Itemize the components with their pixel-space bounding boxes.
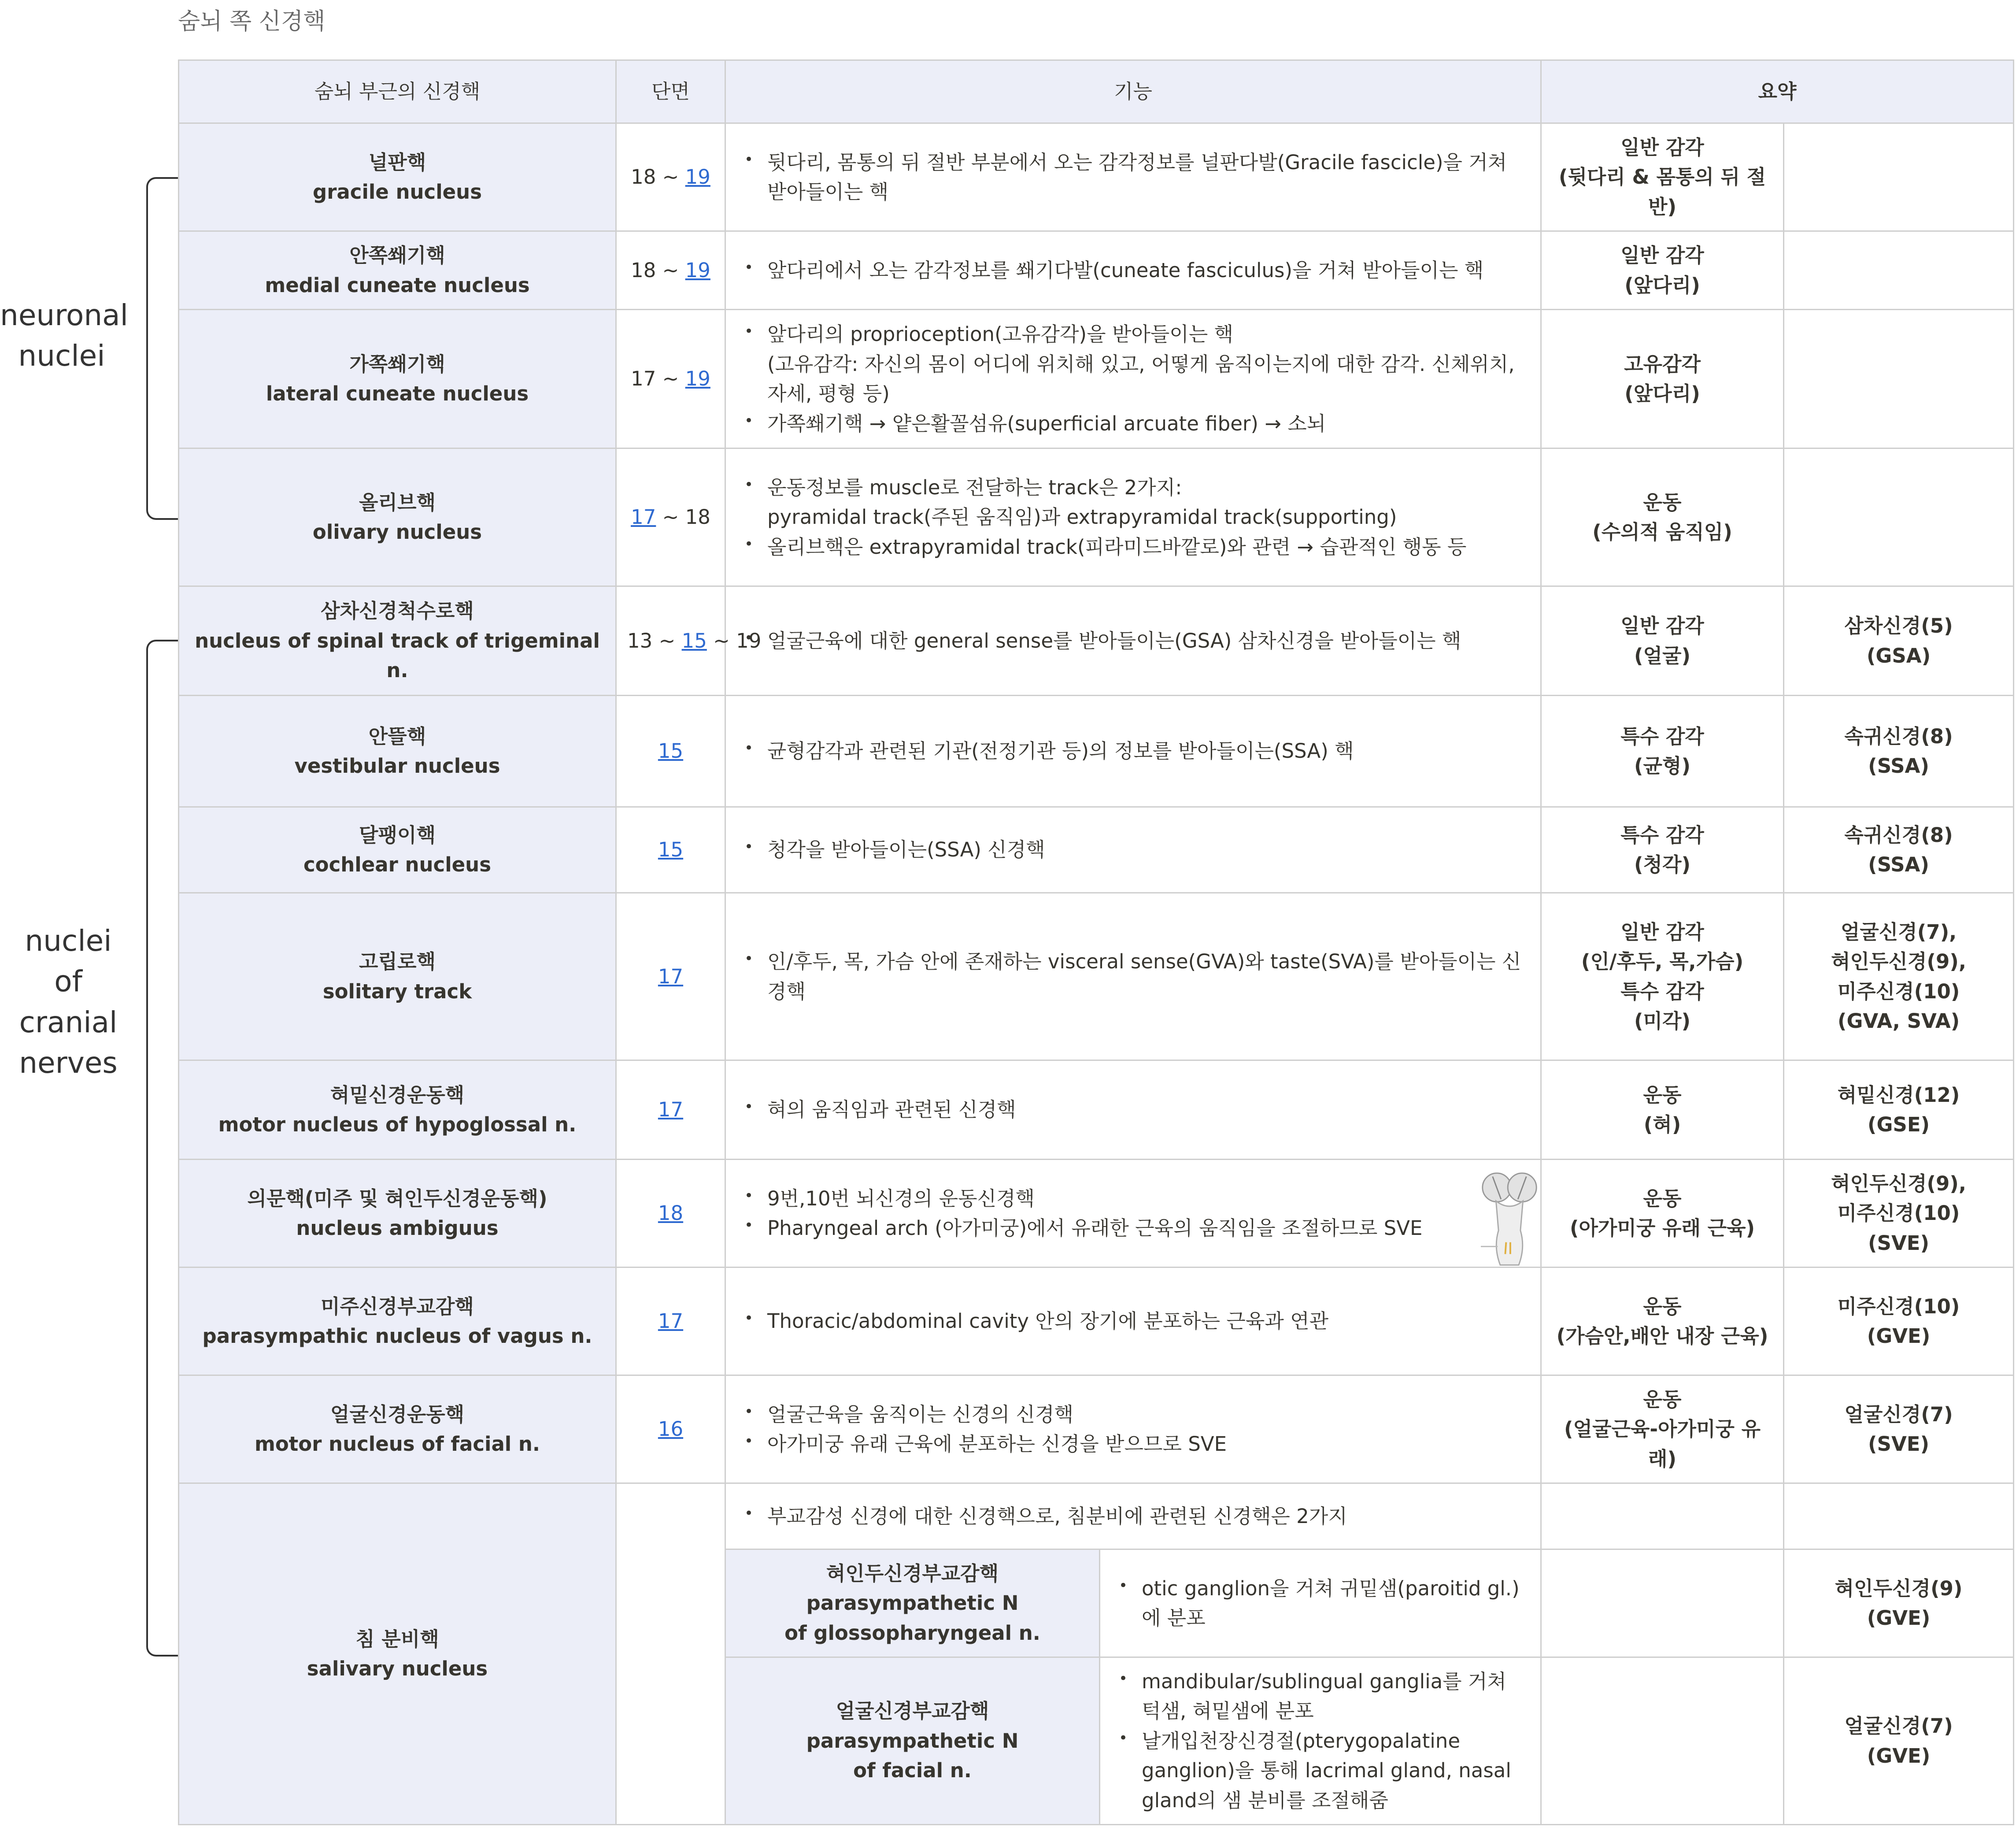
table-row (179, 1268, 2014, 1375)
sub-function-cell (1100, 1657, 1541, 1825)
table-row (179, 807, 2014, 893)
nucleus-en: vestibular nucleus (294, 754, 500, 778)
function-item: • mandibular/sublingual ganglia를 거쳐 턱샘, 혀밑샘에 분포 (1142, 1667, 1530, 1726)
nucleus-name-cell (179, 586, 616, 696)
function-item: • Thoracic/abdominal cavity 안의 장기에 분포하는 근육과 연관 (767, 1306, 1530, 1336)
section-cell (616, 448, 725, 586)
summary-type-cell: 특수 감각 (청각) (1541, 807, 1784, 893)
nucleus-ko: 얼굴신경운동핵 (330, 1402, 465, 1426)
nuclei-table (178, 59, 2014, 1825)
nucleus-en: olivary nucleus (312, 520, 482, 544)
summary-nerve-cell: 혀밑신경(12) (GSE) (1784, 1060, 2014, 1160)
section-link[interactable]: 19 (685, 367, 710, 391)
summary-type-cell (1541, 1657, 1784, 1825)
section-link[interactable]: 17 (658, 1309, 684, 1333)
section-range-start: 18 ~ (631, 258, 685, 282)
function-cell (725, 1060, 1541, 1160)
nucleus-ko: 혀밑신경운동핵 (330, 1083, 465, 1107)
nucleus-en: lateral cuneate nucleus (266, 382, 529, 405)
function-item: • 앞다리에서 오는 감각정보를 쐐기다발(cuneate fasciculus)을 거쳐 받아들이는 핵 (767, 256, 1530, 285)
table-row (179, 231, 2014, 310)
sub-function-cell (1100, 1549, 1541, 1657)
nucleus-en: medial cuneate nucleus (265, 273, 530, 297)
summary-type-cell: 운동 (수의적 움직임) (1541, 448, 1784, 586)
section-range-end: ~ 18 (656, 505, 710, 529)
table-row (179, 1060, 2014, 1160)
section-link[interactable]: 15 (658, 838, 684, 862)
nucleus-ko: 널판핵 (368, 150, 426, 174)
header-summary: 요약 (1541, 60, 2014, 123)
section-range-start: 17 ~ (631, 367, 685, 391)
neuronal-nuclei-label: neuronal nuclei (0, 298, 128, 373)
nucleus-name-cell (179, 807, 616, 893)
function-cell (725, 1375, 1541, 1483)
function-cell (725, 231, 1541, 310)
summary-nerve-cell (1784, 448, 2014, 586)
page-title: 숨뇌 쪽 신경핵 (178, 8, 326, 35)
nucleus-name-cell (179, 1483, 616, 1825)
section-cell (616, 123, 725, 231)
summary-nerve-cell: 혀인두신경(9), 미주신경(10) (SVE) (1784, 1160, 2014, 1268)
table-row (179, 893, 2014, 1060)
nucleus-name-cell (179, 448, 616, 586)
nucleus-ko: 안쪽쐐기핵 (349, 244, 445, 267)
section-range-end: ~ 19 (707, 629, 762, 652)
nucleus-en: cochlear nucleus (303, 853, 491, 876)
sub-nucleus-name: 혀인두신경부교감핵 parasympathetic N of glossopharyngeal n. (725, 1549, 1100, 1657)
section-cell (616, 1483, 725, 1825)
nucleus-name-cell (179, 893, 616, 1060)
section-range-start: 18 ~ (631, 165, 685, 189)
nucleus-name-cell (179, 1160, 616, 1268)
summary-nerve-cell: 속귀신경(8) (SSA) (1784, 696, 2014, 807)
section-cell (616, 1375, 725, 1483)
function-item: • 청각을 받아들이는(SSA) 신경핵 (767, 835, 1530, 865)
section-cell (616, 807, 725, 893)
summary-type-cell (1541, 1549, 1784, 1657)
function-item: • 얼굴근육을 움직이는 신경의 신경핵 (767, 1400, 1530, 1430)
nucleus-name-cell (179, 1375, 616, 1483)
table-row (179, 310, 2014, 448)
summary-type-cell: 일반 감각 (뒷다리 & 몸통의 뒤 절반) (1541, 123, 1784, 231)
section-link[interactable]: 17 (658, 964, 684, 988)
summary-nerve-cell: 혀인두신경(9) (GVE) (1784, 1549, 2014, 1657)
section-link[interactable]: 15 (658, 739, 684, 763)
summary-nerve-cell (1784, 1483, 2014, 1549)
function-cell (725, 123, 1541, 231)
summary-nerve-cell (1784, 231, 2014, 310)
nucleus-ko: 미주신경부교감핵 (321, 1294, 474, 1318)
function-cell (725, 893, 1541, 1060)
nucleus-en: gracile nucleus (313, 180, 482, 204)
function-cell (725, 1160, 1541, 1268)
summary-type-cell: 운동 (가슴안,배안 내장 근육) (1541, 1268, 1784, 1375)
function-item: • 부교감성 신경에 대한 신경핵으로, 침분비에 관련된 신경핵은 2가지 (767, 1501, 1530, 1531)
nucleus-en: salivary nucleus (307, 1657, 488, 1680)
section-cell (616, 1268, 725, 1375)
nucleus-name-cell (179, 1268, 616, 1375)
function-cell (725, 696, 1541, 807)
nucleus-ko: 삼차신경척수로핵 (321, 599, 474, 623)
nucleus-name-cell (179, 231, 616, 310)
summary-type-cell: 일반 감각 (앞다리) (1541, 231, 1784, 310)
nucleus-name-cell (179, 123, 616, 231)
nucleus-ko: 가쪽쐐기핵 (349, 352, 445, 376)
nucleus-ko: 고립로핵 (359, 950, 436, 973)
section-link[interactable]: 18 (658, 1201, 684, 1225)
header-nucleus: 숨뇌 부근의 신경핵 (179, 60, 616, 123)
nucleus-ko: 안뜰핵 (368, 724, 426, 748)
summary-nerve-cell (1784, 310, 2014, 448)
section-cell (616, 586, 762, 696)
table-row (179, 1160, 2014, 1268)
function-item: • 아가미궁 유래 근육에 분포하는 신경을 받으므로 SVE (767, 1429, 1530, 1459)
function-item: • 앞다리의 proprioception(고유감각)을 받아들이는 핵 (고유감각: 자신의 몸이 어디에 위치해 있고, 어떻게 움직이는지에 대한 감각. 신체위치, 자세, 평형 등) (767, 319, 1530, 409)
section-cell (616, 893, 725, 1060)
function-item: • 뒷다리, 몸통의 뒤 절반 부분에서 오는 감각정보를 널판다발(Gracile fascicle)을 거쳐 받아들이는 핵 (767, 148, 1530, 207)
summary-nerve-cell (1784, 123, 2014, 231)
nucleus-en: motor nucleus of hypoglossal n. (218, 1113, 577, 1136)
function-cell (725, 586, 1541, 696)
table-row (179, 123, 2014, 231)
summary-type-cell: 운동 (혀) (1541, 1060, 1784, 1160)
neuronal-nuclei-bracket (146, 177, 178, 520)
table-row (179, 586, 2014, 696)
sub-nucleus-name: 얼굴신경부교감핵 parasympathetic N of facial n. (725, 1657, 1100, 1825)
function-item: • otic ganglion을 거쳐 귀밑샘(paroitid gl.)에 분포 (1142, 1574, 1530, 1633)
function-item: • 인/후두, 목, 가슴 안에 존재하는 visceral sense(GVA)와 taste(SVA)를 받아들이는 신경핵 (767, 947, 1530, 1006)
section-range-start: 13 ~ (627, 629, 682, 652)
header-row (179, 60, 2014, 123)
header-function: 기능 (725, 60, 1541, 123)
function-cell (725, 1268, 1541, 1375)
summary-type-cell: 일반 감각 (얼굴) (1541, 586, 1784, 696)
summary-nerve-cell: 삼차신경(5) (GSA) (1784, 586, 2014, 696)
summary-type-cell: 고유감각 (앞다리) (1541, 310, 1784, 448)
function-item: • 운동정보를 muscle로 전달하는 track은 2가지: pyramidal track(주된 움직임)과 extrapyramidal track(supporting) (767, 473, 1530, 532)
section-link[interactable]: 19 (685, 258, 710, 282)
nucleus-name-cell (179, 1060, 616, 1160)
function-cell (725, 310, 1541, 448)
nucleus-name-cell (179, 310, 616, 448)
header-section: 단면 (616, 60, 725, 123)
brainstem-diagram-icon (1479, 1171, 1540, 1268)
function-cell (725, 807, 1541, 893)
summary-type-cell: 운동 (얼굴근육-아가미궁 유래) (1541, 1375, 1784, 1483)
summary-nerve-cell: 미주신경(10) (GVE) (1784, 1268, 2014, 1375)
section-cell (616, 310, 725, 448)
nucleus-name-cell (179, 696, 616, 807)
function-item: • 올리브핵은 extrapyramidal track(피라미드바깥로)와 관련 → 습관적인 행동 등 (767, 532, 1530, 562)
function-cell (725, 448, 1541, 586)
nucleus-en: nucleus ambiguus (296, 1216, 499, 1240)
table-row (179, 448, 2014, 586)
section-cell (616, 1060, 725, 1160)
cranial-nuclei-bracket (146, 640, 178, 1657)
salivary-intro-row (179, 1483, 2014, 1549)
nucleus-ko: 올리브핵 (359, 490, 436, 514)
function-item: • 가쪽쐐기핵 → 얕은활꼴섬유(superficial arcuate fiber) → 소뇌 (767, 409, 1530, 439)
nucleus-en: solitary track (322, 979, 472, 1003)
nucleus-en: motor nucleus of facial n. (254, 1432, 540, 1456)
function-item: • 날개입천장신경절(pterygopalatine ganglion)을 통해 lacrimal gland, nasal gland의 샘 분비를 조절해줌 (1142, 1726, 1530, 1816)
table-row (179, 1375, 2014, 1483)
function-item: • Pharyngeal arch (아가미궁)에서 유래한 근육의 움직임을 조절하므로 SVE (767, 1213, 1530, 1243)
nucleus-en: nucleus of spinal track of trigeminal n. (195, 629, 600, 682)
summary-nerve-cell: 얼굴신경(7) (GVE) (1784, 1657, 2014, 1825)
section-cell (616, 231, 725, 310)
section-cell (616, 696, 725, 807)
section-link[interactable]: 16 (658, 1417, 684, 1441)
function-item: • 얼굴근육에 대한 general sense를 받아들이는(GSA) 삼차신경을 받아들이는 핵 (767, 626, 1530, 656)
section-link[interactable]: 17 (631, 505, 656, 529)
summary-nerve-cell: 속귀신경(8) (SSA) (1784, 807, 2014, 893)
summary-nerve-cell: 얼굴신경(7), 혀인두신경(9), 미주신경(10) (GVA, SVA) (1784, 893, 2014, 1060)
section-cell (616, 1160, 725, 1268)
function-item: • 9번,10번 뇌신경의 운동신경핵 (767, 1184, 1530, 1214)
cranial-nuclei-label: nuclei of cranial nerves (19, 924, 118, 1080)
function-item: • 균형감각과 관련된 기관(전정기관 등)의 정보를 받아들이는(SSA) 핵 (767, 736, 1530, 766)
section-link[interactable]: 15 (681, 629, 707, 652)
table-row (179, 696, 2014, 807)
nucleus-ko: 의문핵(미주 및 혀인두신경운동핵) (247, 1186, 547, 1210)
nucleus-ko: 달팽이핵 (359, 823, 436, 847)
nucleus-ko: 침 분비핵 (355, 1627, 439, 1651)
function-item: • 혀의 움직임과 관련된 신경핵 (767, 1095, 1530, 1125)
function-cell (725, 1483, 1541, 1549)
summary-type-cell: 일반 감각 (인/후두, 목,가슴) 특수 감각 (미각) (1541, 893, 1784, 1060)
summary-nerve-cell: 얼굴신경(7) (SVE) (1784, 1375, 2014, 1483)
section-link[interactable]: 17 (658, 1098, 684, 1122)
summary-type-cell (1541, 1483, 1784, 1549)
nucleus-en: parasympathic nucleus of vagus n. (202, 1324, 592, 1348)
summary-type-cell: 운동 (아가미궁 유래 근육) (1541, 1160, 1784, 1268)
summary-type-cell: 특수 감각 (균형) (1541, 696, 1784, 807)
section-link[interactable]: 19 (685, 165, 710, 189)
